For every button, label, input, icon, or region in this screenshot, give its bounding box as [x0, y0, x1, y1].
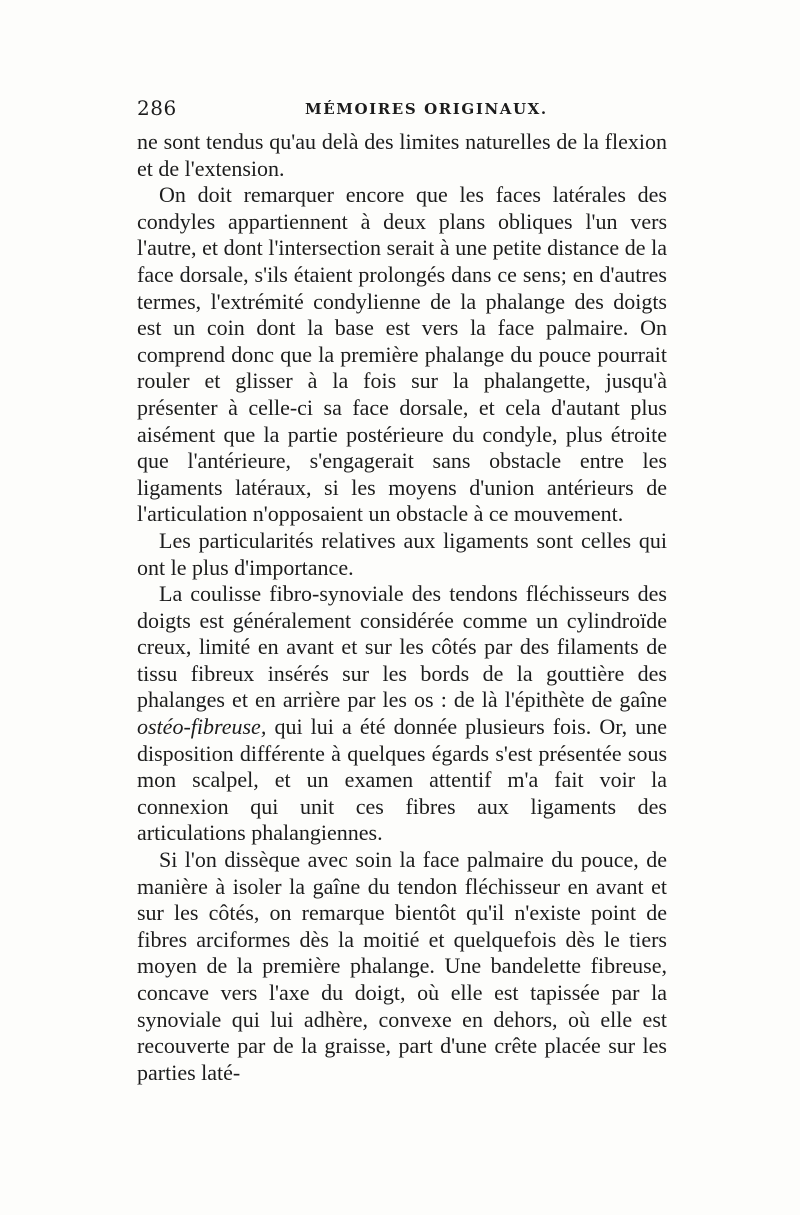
paragraph-coulisse	[137, 581, 667, 847]
page-header	[137, 96, 667, 124]
coulisse-text-end: qui lui a été donnée plusieurs fois. Or, une disposition différente à quelques égards s'est présentée sous mon scalpel, et un examen attentif m'a fait voir la connexion qui unit ces fibres aux ligaments des articulations phalangiennes.	[137, 714, 668, 846]
paragraph-ligaments: Les particularités relatives aux ligaments sont celles qui ont le plus d'importance.	[137, 527, 667, 580]
running-head: MÉMOIRES ORIGINAUX.	[305, 100, 548, 118]
italic-term: ostéo-fibreuse,	[137, 714, 267, 740]
paragraph-dissection: Si l'on dissèque avec soin la face palmaire du pouce, de manière à isoler la gaîne du tendon fléchisseur en avant et sur les côtés, on remarque bientôt qu'il n'existe point de fibres arciformes dès la moitié et quelquefois dès le tiers moyen de la première phalange. Une bandelette fibreuse, concave vers l'axe du doigt, où elle est tapissée par la synoviale qui lui adhère, convexe en dehors, où elle est recouverte par de la graisse, part d'une crête placée sur les parties laté-	[137, 847, 667, 1085]
body-text	[137, 129, 667, 1086]
paragraph-condyles: On doit remarquer encore que les faces latérales des condyles appartiennent à deux plans obliques l'un vers l'autre, et dont l'intersection serait à une petite distance de la face dorsale, s'ils étaient prolongés dans ce sens; en d'autres termes, l'extrémité condylienne de la phalange des doigts est un coin dont la base est vers la face palmaire. On comprend donc que la première phalange du pouce pourrait rouler et glisser à la fois sur la phalangette, jusqu'à présenter à celle-ci sa face dorsale, et cela d'autant plus aisément que la partie postérieure du condyle, plus étroite que l'antérieure, s'engagerait sans obstacle entre les ligaments latéraux, si les moyens d'union antérieurs de l'articulation n'opposaient un obstacle à ce mouvement.	[137, 182, 667, 527]
page-number: 286	[137, 96, 177, 120]
coulisse-text-start: La coulisse fibro-synoviale des tendons fléchisseurs des doigts est généralement considérée comme un cylindroïde creux, limité en avant et sur les côtés par des filaments de tissu fibreux insérés sur les bords de la gouttière des phalanges et en arrière par les os : de là l'épithète de gaîne	[137, 581, 667, 713]
paragraph-continuation: ne sont tendus qu'au delà des limites naturelles de la flexion et de l'extension.	[137, 129, 667, 181]
